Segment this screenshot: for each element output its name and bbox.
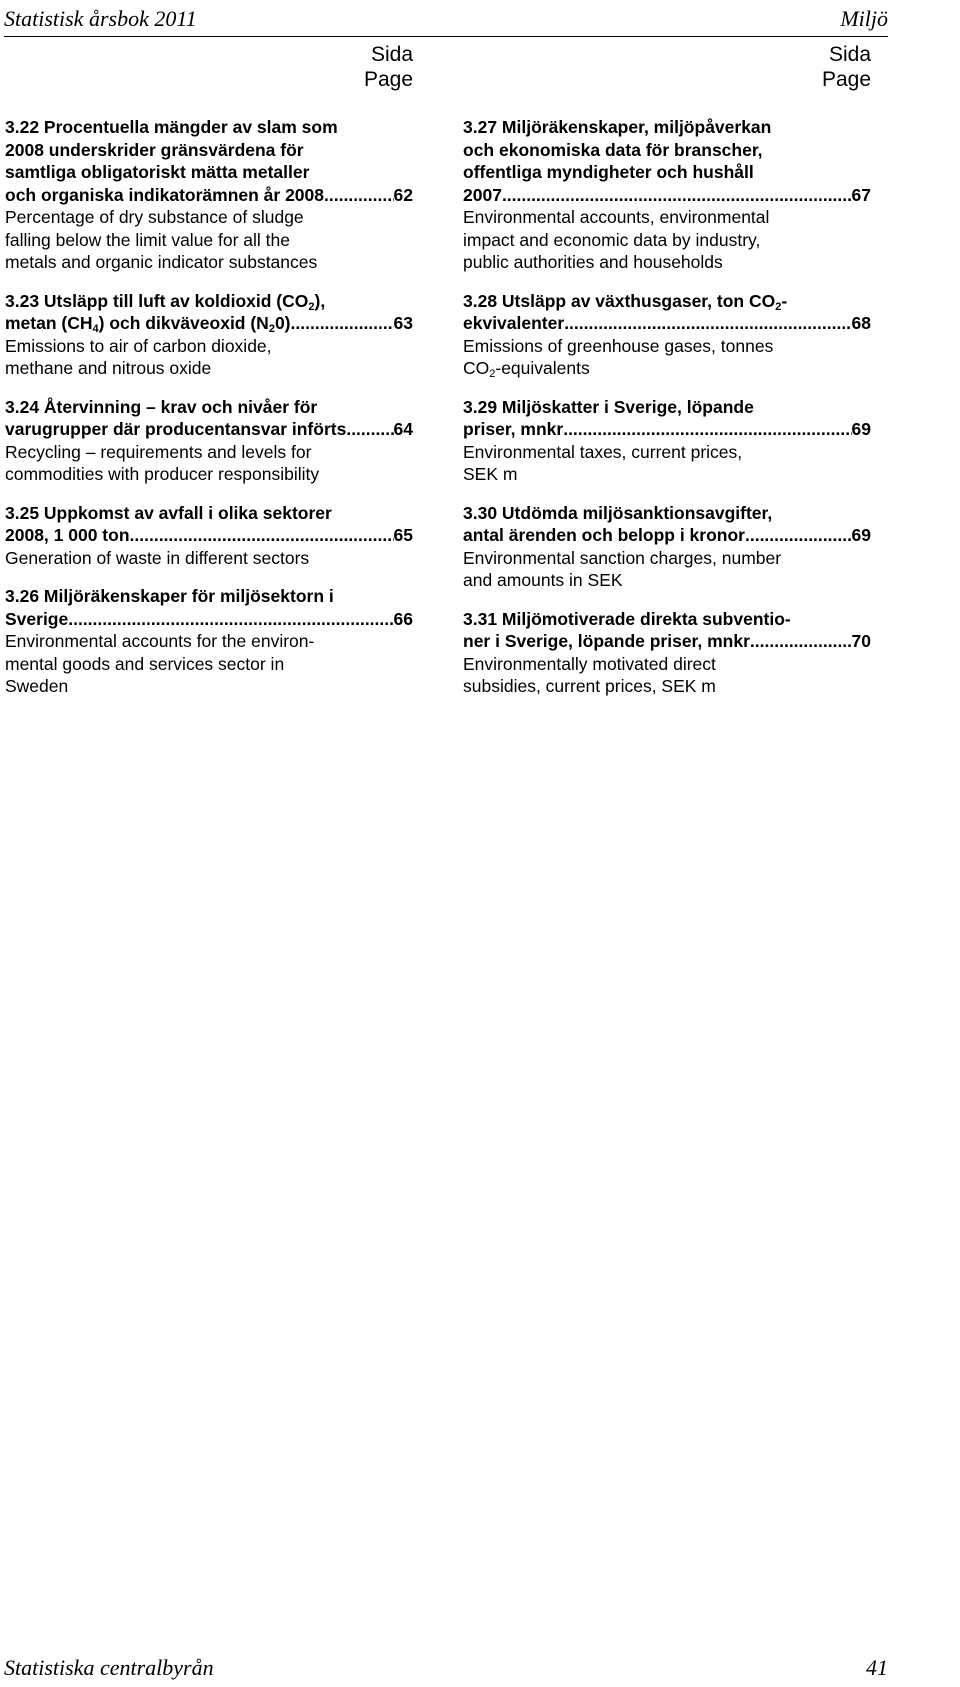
entry-english-title: [5, 441, 413, 486]
dot-leader: [291, 312, 394, 335]
title-leader-line: [463, 184, 871, 207]
title-line: 3.24 Återvinning – krav och nivåer för: [5, 396, 318, 417]
english-line: commodities with producer responsibility: [5, 464, 320, 484]
page-number: 62: [393, 184, 413, 205]
entry-title: [5, 396, 413, 441]
title-line: 3.22 Procentuella mängder av slam som: [5, 117, 338, 137]
title-text: 3.23 Utsläpp till luft av koldioxid (CO: [5, 290, 309, 311]
english-line: Environmental taxes, current prices,: [463, 441, 743, 462]
chapter-title: Miljö: [840, 6, 888, 31]
publisher-name: Statistiska centralbyrån: [4, 1655, 214, 1680]
english-line: Environmental sanction charges, number: [463, 547, 782, 568]
dot-leader: [502, 184, 852, 207]
title-leader-line: [5, 418, 413, 441]
english-line: mental goods and services sector in: [5, 653, 285, 674]
entry-title: [5, 290, 413, 335]
english-line: Emissions of greenhouse gases, tonnes: [463, 335, 774, 356]
subscript: 4: [92, 323, 99, 335]
title-leader-line: [5, 524, 413, 547]
title-leader-line: [463, 630, 871, 653]
entry-english-title: [5, 630, 413, 698]
title-leader-line: [463, 418, 871, 441]
entry-title: [463, 290, 871, 335]
title-line: ekvivalenter: [463, 313, 565, 333]
title-line: 3.30 Utdömda miljösanktionsavgifter,: [463, 502, 773, 523]
title-text: 3.28 Utsläpp av växthusgaser, ton CO: [463, 290, 776, 311]
title-text: 0): [274, 313, 291, 333]
english-line: Sweden: [5, 676, 69, 696]
title-line: 3.27 Miljöräkenskaper, miljöpåverkan: [463, 117, 772, 137]
entry-title: [5, 502, 413, 547]
title-line: 2008, 1 000 ton: [5, 525, 130, 545]
page-number: 69: [851, 525, 871, 545]
sida-label: Sida: [370, 43, 413, 66]
english-line: Generation of waste in different sectors: [5, 547, 310, 568]
english-line: Recycling – requirements and levels for: [5, 441, 312, 462]
page-number: 64: [393, 419, 413, 439]
entry-title: [463, 502, 871, 547]
title-line: och ekonomiska data för branscher,: [463, 139, 763, 160]
toc-entry-3-30[interactable]: [463, 502, 871, 592]
english-line: Environmental accounts, environmental: [463, 207, 770, 227]
title-line: samtliga obligatoriskt mätta metaller: [5, 162, 310, 182]
page-number: 69: [851, 419, 871, 439]
title-line: [463, 290, 871, 313]
title-line: [5, 312, 291, 335]
title-line: 3.25 Uppkomst av avfall i olika sektorer: [5, 502, 332, 523]
running-footer: [4, 1653, 888, 1683]
page-number: 63: [393, 313, 413, 333]
toc-entry-3-26[interactable]: [5, 585, 413, 698]
page-number: 65: [393, 525, 413, 545]
subscript: 2: [308, 300, 315, 313]
title-leader-line: [5, 312, 413, 335]
page-number: 66: [393, 608, 413, 629]
page-number-footer: 41: [866, 1655, 888, 1680]
column-heading-left: [5, 42, 413, 98]
entry-title: [5, 585, 413, 630]
title-line: Sverige: [5, 608, 69, 629]
toc-entry-3-22[interactable]: [5, 116, 413, 274]
english-text: CO: [463, 358, 490, 378]
entry-english-title: [463, 335, 871, 380]
title-line: 2007: [463, 184, 502, 205]
subscript: 2: [775, 300, 782, 313]
title-leader-line: [463, 312, 871, 335]
title-line: offentliga myndigheter och hushåll: [463, 162, 754, 182]
english-line: subsidies, current prices, SEK m: [463, 676, 716, 696]
toc-entry-3-23[interactable]: [5, 290, 413, 380]
title-line: priser, mnkr: [463, 419, 564, 439]
english-line: impact and economic data by industry,: [463, 229, 761, 250]
dot-leader: [130, 524, 394, 547]
page-number: 68: [851, 313, 871, 333]
title-line: och organiska indikatorämnen år 2008: [5, 184, 325, 205]
subscript: 2: [489, 368, 496, 380]
title-text: ) och dikväveoxid (N: [98, 313, 269, 333]
title-line: 2008 underskrider gränsvärdena för: [5, 139, 304, 160]
title-line: varugrupper där producentansvar införts: [5, 419, 347, 439]
toc-entry-3-25[interactable]: [5, 502, 413, 570]
entry-english-title: [463, 206, 871, 274]
english-line: Percentage of dry substance of sludge: [5, 207, 304, 227]
title-leader-line: [5, 184, 413, 207]
page-number: 67: [851, 184, 871, 205]
title-line: 3.29 Miljöskatter i Sverige, löpande: [463, 396, 754, 417]
title-line: ner i Sverige, löpande priser, mnkr: [463, 631, 750, 651]
entry-title: [463, 396, 871, 441]
english-line: Emissions to air of carbon dioxide,: [5, 335, 272, 356]
title-leader-line: [463, 524, 871, 547]
entry-english-title: [463, 653, 871, 698]
book-title: Statistisk årsbok 2011: [4, 6, 197, 31]
english-line: metals and organic indicator substances: [5, 252, 318, 272]
english-line: Environmentally motivated direct: [463, 653, 716, 674]
dot-leader: [68, 608, 393, 631]
title-leader-line: [5, 608, 413, 631]
page-number: 70: [851, 631, 871, 651]
title-line: 3.31 Miljömotiverade direkta subventio-: [463, 608, 791, 629]
page-label: Page: [821, 68, 871, 91]
entry-english-title: [463, 441, 871, 486]
title-line: [5, 290, 413, 313]
entry-english-title: [5, 206, 413, 274]
entry-title: [463, 116, 871, 206]
entry-title: [5, 116, 413, 206]
subscript: 2: [268, 323, 275, 335]
english-line: Environmental accounts for the environ-: [5, 631, 315, 651]
dot-leader: [750, 630, 852, 653]
dot-leader: [563, 418, 851, 441]
toc-column-left: [5, 42, 413, 714]
toc-entry-3-29[interactable]: [463, 396, 871, 486]
page-label: Page: [363, 68, 413, 91]
entry-english-title: [5, 547, 413, 570]
toc-entry-3-31[interactable]: [463, 608, 871, 698]
dot-leader: [745, 524, 852, 547]
entry-title: [463, 608, 871, 653]
english-line: methane and nitrous oxide: [5, 358, 212, 378]
entry-english-title: [463, 547, 871, 592]
title-text: ),: [314, 290, 326, 311]
english-line: and amounts in SEK: [463, 570, 623, 590]
title-text: -: [781, 290, 788, 311]
sida-label: Sida: [828, 43, 871, 66]
english-line: falling below the limit value for all the: [5, 229, 291, 250]
dot-leader: [346, 418, 393, 441]
english-line: public authorities and households: [463, 252, 723, 272]
title-text: metan (CH: [5, 313, 93, 333]
entry-english-title: [5, 335, 413, 380]
english-line: [463, 357, 871, 380]
toc-entry-3-28[interactable]: [463, 290, 871, 380]
title-line: 3.26 Miljöräkenskaper för miljösektorn i: [5, 586, 334, 606]
running-header: [4, 2, 888, 37]
toc-entry-3-24[interactable]: [5, 396, 413, 486]
title-line: antal ärenden och belopp i kronor: [463, 525, 745, 545]
english-line: SEK m: [463, 464, 518, 484]
toc-entry-3-27[interactable]: [463, 116, 871, 274]
toc-column-right: [463, 42, 871, 714]
dot-leader: [564, 312, 851, 335]
dot-leader: [324, 184, 394, 207]
column-heading-right: [463, 42, 871, 98]
english-text: -equivalents: [495, 358, 590, 378]
